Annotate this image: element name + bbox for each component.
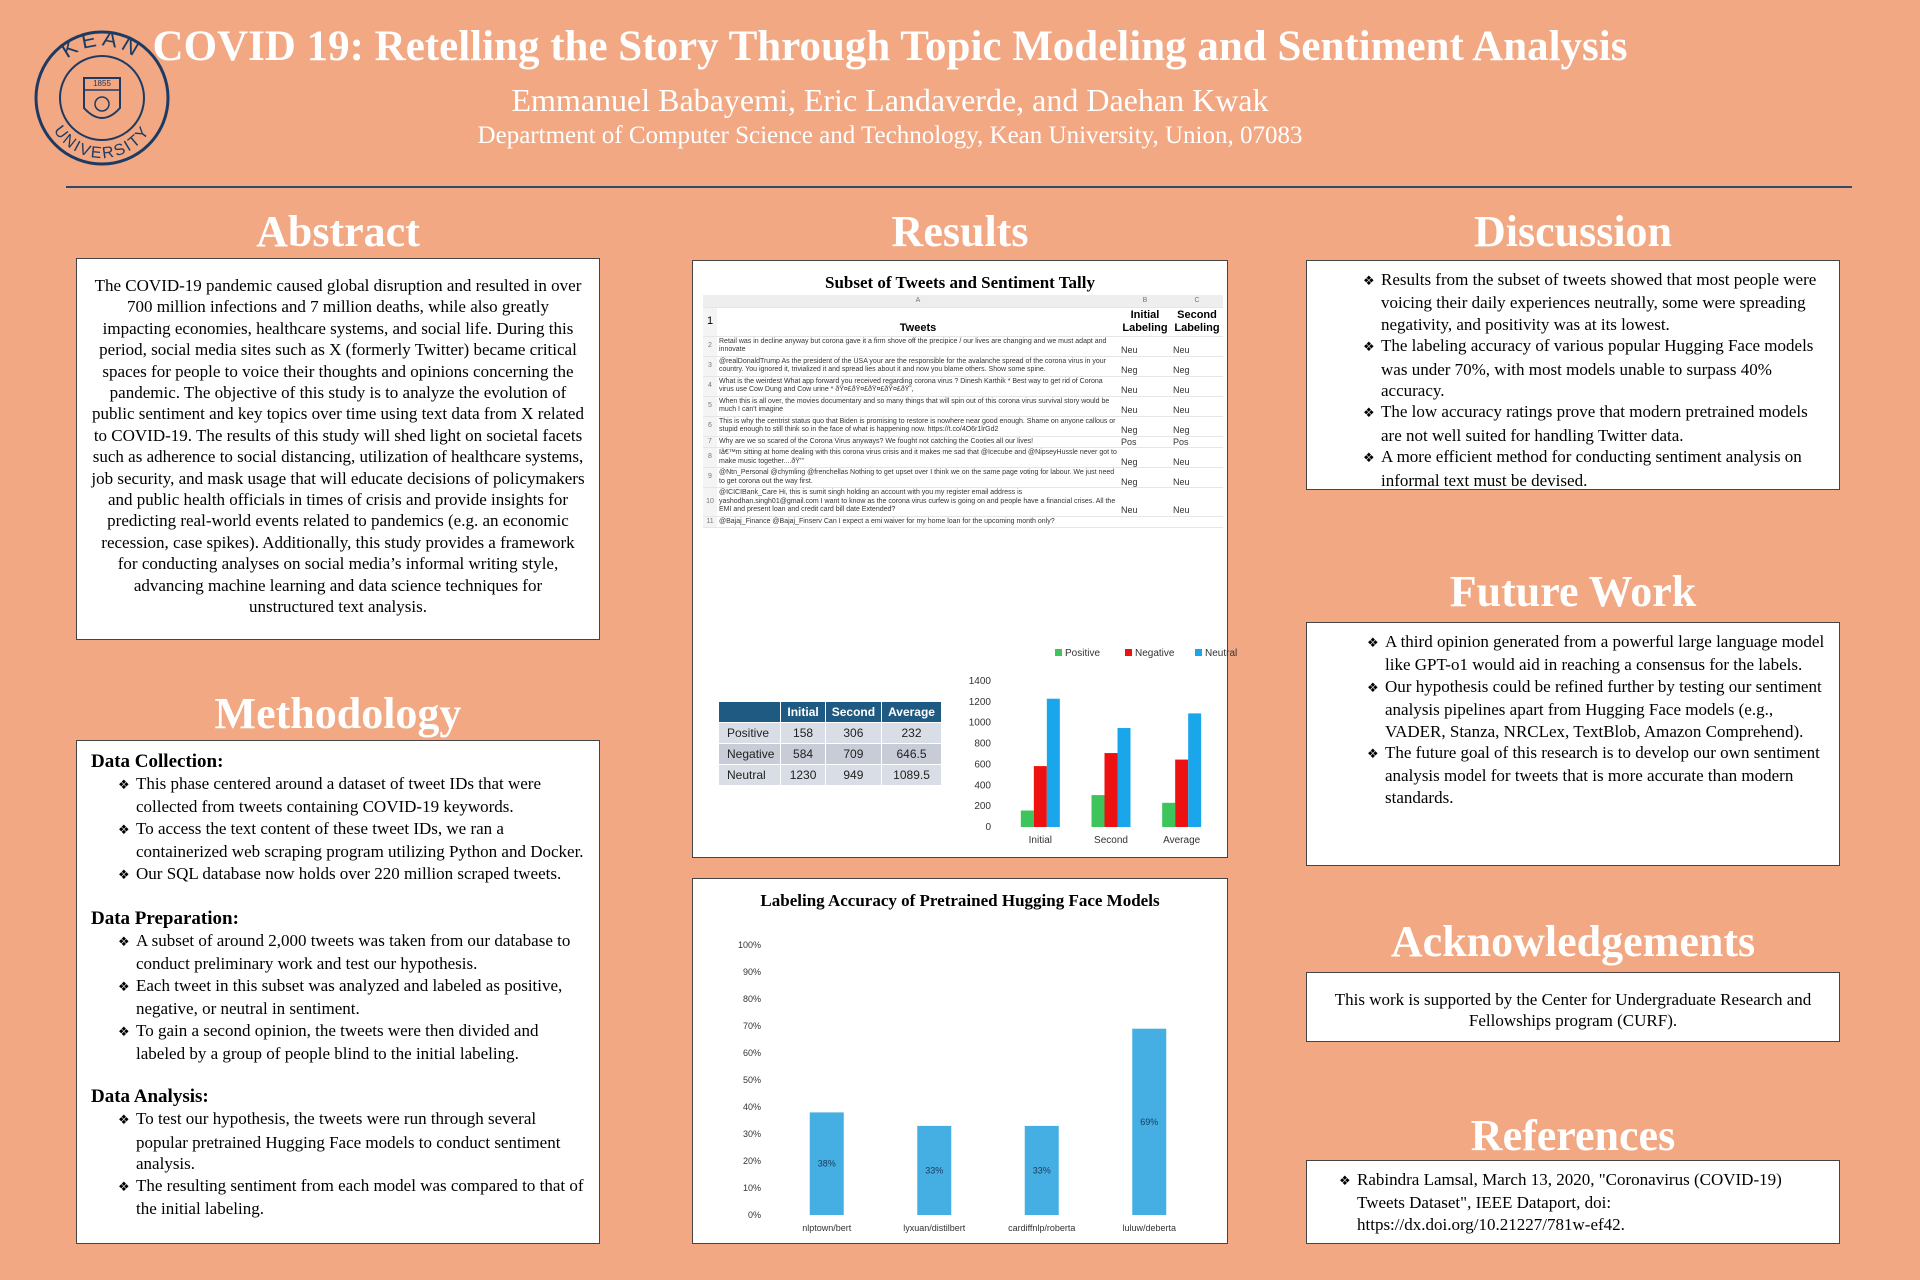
- x-tick-label: Initial: [1028, 835, 1053, 846]
- legend-swatch: [1125, 649, 1132, 656]
- y-tick-label: 90%: [742, 967, 761, 977]
- list-item: ❖ Results from the subset of tweets showed that most people were voicing their daily experiences neutrally, some were spreading negativity, and positivity was at its lowest.: [1363, 270, 1817, 334]
- table-row: [703, 436, 1223, 448]
- label-cell: Neg: [1119, 356, 1171, 376]
- bar-data-label: 38%: [817, 1158, 836, 1169]
- table-row: [703, 488, 1223, 517]
- table-row: [703, 336, 1223, 356]
- header-divider: [66, 186, 1852, 188]
- sheet-column-letters: A B C: [703, 295, 1223, 307]
- data-preparation-title: Data Preparation:: [91, 908, 239, 930]
- tweet-cell: This is why the centrist status quo that Biden is promising to restore is nowhere near good enough. Shame on anyone callous or stupid enough to still think so in the face of what is happening now. https://t.co/4O6r1lrGd2: [717, 416, 1119, 436]
- tweet-cell: @Bajaj_Finance @Bajaj_Finserv Can I expect a emi waiver for my home loan for the upcoming month only?: [717, 516, 1119, 528]
- table-row: Negative 584 709 646.5: [719, 744, 942, 765]
- diamond-bullet-icon: ❖: [1363, 340, 1375, 356]
- row-number: 8: [703, 448, 717, 468]
- y-tick-label: 1200: [968, 696, 991, 708]
- label-cell: Neg: [1119, 448, 1171, 468]
- label-cell: Neu: [1171, 488, 1223, 517]
- bar-neutral: [1188, 713, 1201, 827]
- y-tick-label: 10%: [742, 1183, 761, 1193]
- diamond-bullet-icon: ❖: [118, 935, 130, 951]
- accuracy-bar-chart: [713, 915, 1213, 1241]
- x-tick-label: Average: [1163, 835, 1201, 846]
- x-tick-label: nlptown/bert: [802, 1223, 852, 1233]
- references-heading: References: [1470, 1111, 1676, 1160]
- references-box: [1306, 1160, 1840, 1244]
- list-item: ❖ A third opinion generated from a powerful large language model like GPT-o1 would aid in reaching a consensus for the labels.: [1367, 632, 1825, 675]
- poster-department: Department of Computer Science and Technology, Kean University, Union, 07083: [477, 122, 1303, 149]
- results-heading: Results: [891, 207, 1029, 256]
- x-tick-label: luluw/deberta: [1122, 1223, 1177, 1233]
- label-cell: Neu: [1171, 336, 1223, 356]
- diamond-bullet-icon: ❖: [1363, 406, 1375, 422]
- acknowledgements-box: [1306, 972, 1840, 1042]
- svg-text:UNIVERSITY: UNIVERSITY: [50, 122, 154, 163]
- svg-text:1855: 1855: [93, 79, 111, 88]
- label-cell: Neg: [1119, 468, 1171, 488]
- label-cell: Pos: [1119, 436, 1171, 448]
- future-work-box: [1306, 622, 1840, 866]
- label-cell: Pos: [1171, 436, 1223, 448]
- y-tick-label: 400: [974, 780, 991, 792]
- diamond-bullet-icon: ❖: [1363, 451, 1375, 467]
- diamond-bullet-icon: ❖: [118, 1024, 130, 1040]
- abstract-box: [76, 258, 600, 640]
- diamond-bullet-icon: ❖: [1367, 636, 1379, 651]
- list-item: ❖ Each tweet in this subset was analyzed and labeled as positive, negative, or neutral in sentiment.: [118, 975, 563, 1019]
- y-tick-label: 70%: [742, 1021, 761, 1031]
- diamond-bullet-icon: ❖: [118, 822, 130, 838]
- bar-positive: [1162, 803, 1175, 827]
- label-cell: Neu: [1171, 468, 1223, 488]
- x-tick-label: lyxuan/distilbert: [903, 1223, 966, 1233]
- y-tick-label: 0%: [747, 1210, 761, 1220]
- tweet-cell: What is the weirdest What app forward you received regarding corona virus ? Dinesh Karthik * Best way to get rid of Corona virus use Cow Dung and Cow urine * ðŸ¤£ðŸ¤£ðŸ¤£ðŸ¤£ðŸ˜‚: [717, 376, 1119, 396]
- tweet-cell: @Ntn_Personal @chymling @frenchellas Nothing to get upset over I think we on the same page voting for labour. We just need to get corona out the way first.: [717, 468, 1119, 488]
- table-row: [703, 448, 1223, 468]
- legend-label: Positive: [1065, 648, 1101, 659]
- results-panel-accuracy: [692, 878, 1228, 1244]
- row-number: 2: [703, 336, 717, 356]
- label-cell: Neg: [1171, 356, 1223, 376]
- y-tick-label: 100%: [737, 940, 761, 950]
- bar-data-label: 69%: [1140, 1116, 1159, 1127]
- label-cell: [1171, 516, 1223, 528]
- y-tick-label: 200: [974, 801, 991, 813]
- row-number: 4: [703, 376, 717, 396]
- abstract-text: The COVID-19 pandemic caused global disruption and resulted in over 700 million infections and 7 million deaths, while also greatly impacting economies, healthcare systems, and social life. During this period, social media sites such as X (formerly Twitter) became critical spaces for people to voice their thoughts and opinions concerning the pandemic. The objective of this study is to analyze the evolution of public sentiment and key topics over time using text data from X related to COVID-19. The results of this study will shed light on societal facets such as adherence to social distancing, utilization of healthcare systems, job security, and mask usage that will educate decisions of policymakers and public health officials in times of crisis and provide insights for predicting real-world events related to pandemics (e.g. an economic recession, case spikes). Additionally, this study provides a framework for conducting analyses on social media’s informal writing style, advancing machine learning and data science techniques for unstructured text analysis.: [91, 276, 585, 617]
- sheet-header-row: 1 Tweets Initial Labeling Second Labeling: [703, 307, 1223, 336]
- row-number: 6: [703, 416, 717, 436]
- label-cell: Neu: [1119, 396, 1171, 416]
- y-tick-label: 0: [985, 822, 991, 833]
- table-row: [703, 356, 1223, 376]
- diamond-bullet-icon: ❖: [118, 867, 130, 883]
- table-row: [703, 516, 1223, 528]
- list-item: ❖ A more efficient method for conducting sentiment analysis on informal text must be devised.: [1363, 447, 1802, 490]
- future-work-heading: Future Work: [1449, 567, 1697, 616]
- list-item: ❖ To access the text content of these tweet IDs, we ran a containerized web scraping program utilizing Python and Docker.: [118, 818, 584, 862]
- methodology-heading: Methodology: [214, 689, 462, 738]
- sentiment-bar-chart: [955, 637, 1238, 853]
- label-cell: Neu: [1119, 376, 1171, 396]
- y-tick-label: 40%: [742, 1102, 761, 1112]
- list-item: ❖ A subset of around 2,000 tweets was taken from our database to conduct preliminary work and test our hypothesis.: [118, 931, 571, 974]
- label-cell: Neg: [1171, 416, 1223, 436]
- bar-negative: [1175, 760, 1188, 827]
- bar-neutral: [1047, 699, 1060, 827]
- y-tick-label: 30%: [742, 1129, 761, 1139]
- list-item: ❖ The future goal of this research is to develop our own sentiment analysis model for tweets that is more accurate than modern standards.: [1367, 743, 1820, 807]
- bar-neutral: [1118, 728, 1131, 827]
- table-row: [703, 468, 1223, 488]
- tweet-cell: When this is all over, the movies documentary and so many things that will spin out of this corona virus survival story would be much I can't imagine: [717, 396, 1119, 416]
- list-item: ❖ Our hypothesis could be refined further by testing our sentiment analysis pipelines apart from Hugging Face models (e.g., VADER, Stanza, NRCLex, TextBlob, Amazon Comprehend).: [1367, 676, 1822, 741]
- list-item: ❖ Our SQL database now holds over 220 million scraped tweets.: [91, 863, 585, 886]
- label-cell: Neu: [1171, 396, 1223, 416]
- legend-label: Neutral: [1205, 648, 1238, 659]
- acknowledgements-text: This work is supported by the Center for Undergraduate Research and Fellowships program (CURF).: [1334, 990, 1812, 1031]
- list-item: ❖ The low accuracy ratings prove that modern pretrained models are not well suited for handling Twitter data.: [1363, 402, 1808, 445]
- table-row: [703, 396, 1223, 416]
- bar-data-label: 33%: [1032, 1165, 1051, 1176]
- discussion-heading: Discussion: [1473, 207, 1673, 256]
- tweets-panel-title: Subset of Tweets and Sentiment Tally: [825, 273, 1095, 292]
- list-item: ❖ This phase centered around a dataset of tweet IDs that were collected from tweets containing COVID-19 keywords.: [118, 774, 541, 817]
- y-tick-label: 1000: [968, 717, 991, 729]
- poster-header: [0, 0, 1920, 190]
- methodology-box: [76, 740, 600, 1244]
- bar-negative: [1105, 753, 1118, 827]
- results-panel-tweets: [692, 260, 1238, 858]
- list-item: ❖ The resulting sentiment from each model was compared to that of the initial labeling.: [118, 1175, 584, 1219]
- row-number: 5: [703, 396, 717, 416]
- label-cell: Neg: [1119, 416, 1171, 436]
- table-row: Neutral 1230 949 1089.5: [719, 765, 942, 786]
- y-tick-label: 600: [974, 759, 991, 771]
- diamond-bullet-icon: ❖: [1367, 747, 1379, 763]
- poster-title: COVID 19: Retelling the Story Through Topic Modeling and Sentiment Analysis: [152, 23, 1628, 70]
- bar-negative: [1034, 766, 1047, 827]
- label-cell: Neu: [1119, 336, 1171, 356]
- y-tick-label: 20%: [742, 1156, 761, 1166]
- tweet-cell: Retail was in decline anyway but corona gave it a firm shove off the precipice / our lives are changing and we must adapt and innovate: [717, 336, 1119, 356]
- row-number: 9: [703, 468, 717, 488]
- row-number: 3: [703, 356, 717, 376]
- x-tick-label: cardiffnlp/roberta: [1008, 1223, 1076, 1233]
- label-cell: Neu: [1171, 376, 1223, 396]
- legend-swatch: [1195, 649, 1202, 656]
- y-tick-label: 60%: [742, 1048, 761, 1058]
- y-tick-label: 1400: [968, 676, 991, 687]
- row-number: 11: [703, 516, 717, 528]
- bar-positive: [1021, 811, 1034, 827]
- tweet-cell: Iâ€™m sitting at home dealing with this corona virus crisis and it makes me sad that @Icecube and @NipseyHussle never got to make music together....ðŸ’”: [717, 448, 1119, 468]
- table-row: Positive 158 306 232: [719, 723, 942, 744]
- legend-swatch: [1055, 649, 1062, 656]
- bar-data-label: 33%: [925, 1165, 944, 1176]
- diamond-bullet-icon: ❖: [118, 1113, 130, 1129]
- reference-item: ❖ Rabindra Lamsal, March 13, 2020, "Coronavirus (COVID-19) Tweets Dataset", IEEE Dataport, doi: https://dx.doi.org/10.21227/781w-ef42.: [1339, 1170, 1782, 1234]
- poster-authors: Emmanuel Babayemi, Eric Landaverde, and Daehan Kwak: [511, 82, 1269, 118]
- y-tick-label: 50%: [742, 1075, 761, 1085]
- diamond-bullet-icon: ❖: [118, 1179, 130, 1195]
- list-item: ❖ To test our hypothesis, the tweets were run through several popular pretrained Hugging Face models to conduct sentiment analysis.: [118, 1109, 561, 1174]
- row-number: 7: [703, 436, 717, 448]
- tweet-spreadsheet: [703, 295, 1223, 617]
- data-analysis-title: Data Analysis:: [91, 1086, 209, 1108]
- tweet-cell: @ICICIBank_Care Hi, this is sumit singh holding an account with you my register email address is yashodhan.singh01@gmail.com I want to know as the corona virus curfew is going on and people have a financial crises. All the EMI and present loan and credit card bill date Extended?: [717, 488, 1119, 517]
- x-tick-label: Second: [1094, 835, 1128, 846]
- diamond-bullet-icon: ❖: [1339, 1174, 1351, 1189]
- tweet-cell: Why are we so scared of the Corona Virus anyways? We fought not catching the Cooties all our lives!: [717, 436, 1119, 448]
- table-row: [703, 376, 1223, 396]
- tweet-cell: @realDonaldTrump As the president of the USA your are the responsible for the avalanche spread of the corona virus in your country. You ignored it, trivialized it and spread lies about it and now you blame others. Show some spine.: [717, 356, 1119, 376]
- bar-positive: [1092, 795, 1105, 827]
- svg-text:KEAN: KEAN: [56, 28, 148, 63]
- y-tick-label: 80%: [742, 994, 761, 1004]
- list-item: ❖ To gain a second opinion, the tweets were then divided and labeled by a group of people blind to the initial labeling.: [118, 1020, 539, 1064]
- list-item: ❖ The labeling accuracy of various popular Hugging Face models was under 70%, with most models unable to surpass 40% accuracy.: [1363, 336, 1814, 401]
- sentiment-tally-table: Initial Second Average Positive 158 306 232 Negative 584 709 646.5 Neutral 1230 949 1089.5: [718, 701, 942, 786]
- label-cell: Neu: [1171, 448, 1223, 468]
- table-row: [703, 416, 1223, 436]
- diamond-bullet-icon: ❖: [1363, 274, 1375, 289]
- diamond-bullet-icon: ❖: [118, 778, 130, 793]
- label-cell: Neu: [1119, 488, 1171, 517]
- diamond-bullet-icon: ❖: [1367, 680, 1379, 696]
- row-number: 10: [703, 488, 717, 517]
- accuracy-chart-title: Labeling Accuracy of Pretrained Hugging Face Models: [760, 891, 1160, 910]
- data-collection-title: Data Collection:: [91, 751, 224, 772]
- acknowledgements-heading: Acknowledgements: [1390, 917, 1756, 966]
- y-tick-label: 800: [974, 738, 991, 750]
- diamond-bullet-icon: ❖: [118, 979, 130, 995]
- abstract-heading: Abstract: [256, 207, 420, 256]
- legend-label: Negative: [1135, 648, 1175, 659]
- label-cell: [1119, 516, 1171, 528]
- discussion-box: [1306, 260, 1840, 490]
